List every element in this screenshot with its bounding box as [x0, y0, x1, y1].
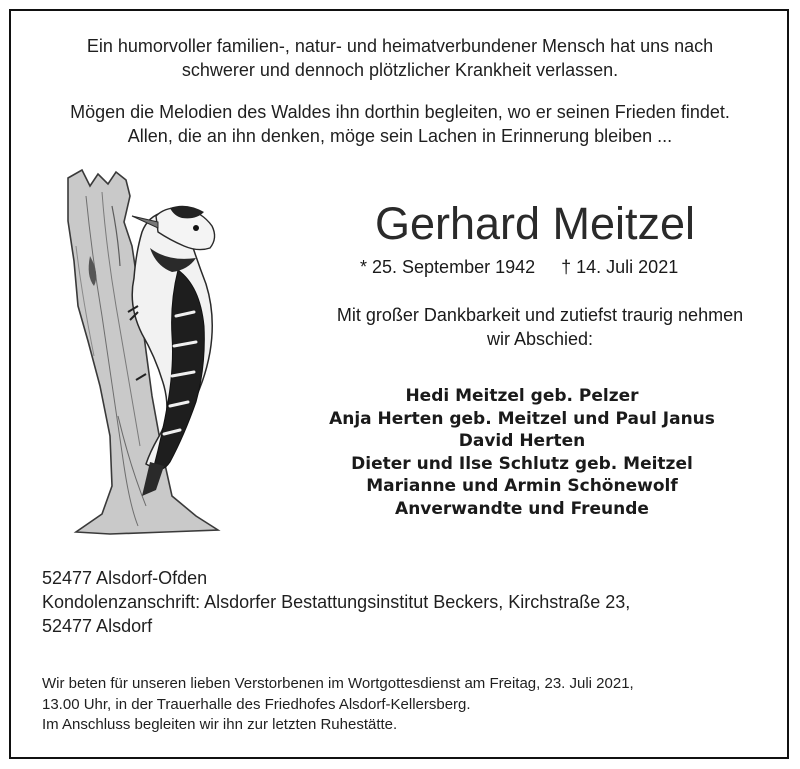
farewell-line: wir Abschied:: [486, 329, 594, 349]
farewell-text: [300, 303, 780, 351]
intro-paragraph-1: [0, 34, 800, 82]
mourner-entry: Marianne und Armin Schönewolf: [366, 476, 678, 497]
farewell-line: Mit großer Dankbarkeit und zutiefst traurig nehmen: [336, 305, 744, 325]
intro-line: schwerer und dennoch plötzlicher Krankheit verlassen.: [181, 60, 619, 80]
mourner-entry: Dieter und Ilse Schlutz geb. Meitzel: [351, 453, 693, 474]
woodpecker-drawing-icon: [46, 166, 296, 546]
service-line: Im Anschluss begleiten wir ihn zur letzten Ruhestätte.: [42, 716, 398, 733]
mourner-entry: Anverwandte und Freunde: [395, 498, 649, 519]
birth-date: * 25. September 1942: [360, 257, 536, 277]
intro-line: Mögen die Melodien des Waldes ihn dorthin begleiten, wo er seinen Frieden findet.: [70, 102, 730, 122]
mourner-entry: David Herten: [458, 431, 586, 452]
intro-line: Allen, die an ihn denken, möge sein Lachen in Erinnerung bleiben ...: [127, 126, 673, 146]
intro-line: Ein humorvoller familien-, natur- und heimatverbundener Mensch hat uns nach: [86, 36, 714, 56]
address-block: [42, 566, 630, 638]
service-info: [42, 674, 634, 736]
mourners-list: [282, 385, 762, 521]
intro-paragraph-2: [0, 100, 800, 148]
service-line: Wir beten für unseren lieben Verstorbenen im Wortgottesdienst am Freitag, 23. Juli 2021,: [42, 675, 634, 692]
address-line: 52477 Alsdorf: [42, 616, 153, 636]
mourner-entry: Anja Herten geb. Meitzel und Paul Janus: [329, 408, 715, 429]
address-line: 52477 Alsdorf-Ofden: [42, 568, 208, 588]
deceased-name: Gerhard Meitzel: [374, 198, 696, 249]
address-line: Kondolenzanschrift: Alsdorfer Bestattungsinstitut Beckers, Kirchstraße 23,: [42, 592, 631, 612]
life-dates: [360, 255, 678, 279]
service-line: 13.00 Uhr, in der Trauerhalle des Friedhofes Alsdorf-Kellersberg.: [42, 695, 471, 713]
death-date: † 14. Juli 2021: [561, 257, 679, 277]
mourner-entry: Hedi Meitzel geb. Pelzer: [405, 386, 639, 406]
